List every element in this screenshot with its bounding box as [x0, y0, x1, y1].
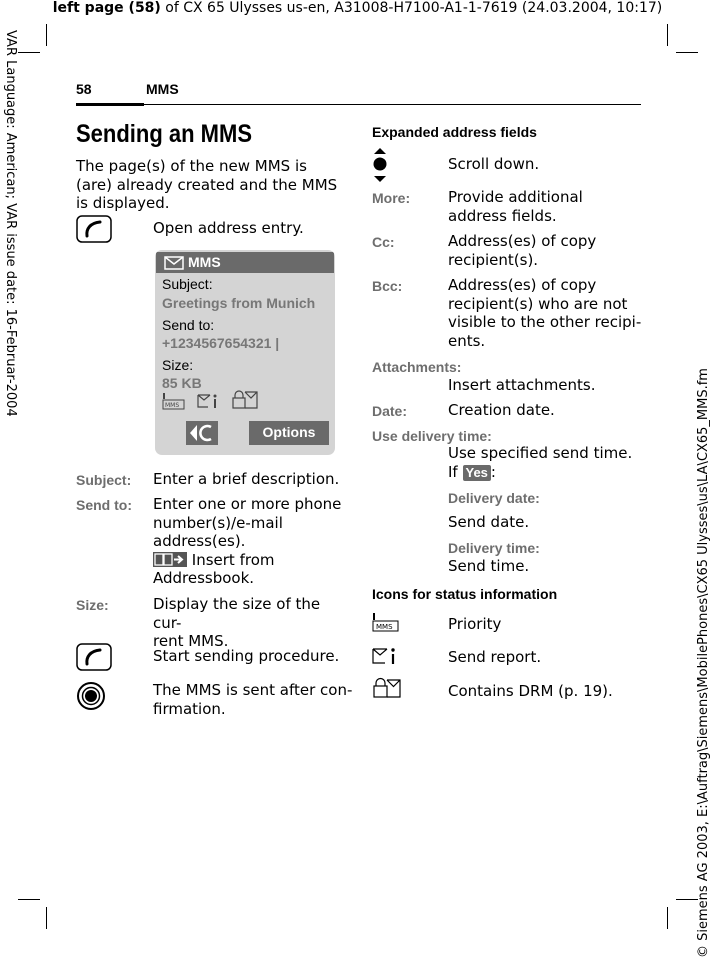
- softkey-options[interactable]: Options: [249, 421, 329, 445]
- more-label: More:: [372, 190, 411, 206]
- envelope-icon: [164, 256, 184, 270]
- expanded-heading: Expanded address fields: [372, 124, 537, 140]
- subject-desc: Enter a brief description.: [153, 470, 340, 488]
- delivery-date-desc: Send date.: [448, 513, 530, 531]
- side-note-left: VAR Language: American; VAR issue date: 16-Februar-2004: [3, 30, 18, 417]
- svg-text:MMS: MMS: [165, 402, 180, 409]
- scroll-down-text: Scroll down.: [448, 155, 540, 173]
- print-header: [0, 0, 715, 16]
- scroll-key-icon: [372, 147, 388, 187]
- side-note-right: © Siemens AG 2003, E:\Auftrag\Siemens\MobilePhones\CX65 Ulysses\us\LA\CX65_MMS.fm: [696, 368, 711, 958]
- screen-sendto-value[interactable]: +1234567654321 |: [162, 335, 280, 351]
- screen-sendto-label: Send to:: [162, 317, 215, 333]
- svg-text:MMS: MMS: [376, 623, 393, 631]
- priority-status-icon: [372, 612, 400, 636]
- use-delivery-desc: Use specified send time. If Yes :: [448, 444, 633, 481]
- bcc-label: Bcc:: [372, 278, 403, 294]
- drm-icon: [231, 390, 259, 410]
- screen-subject-label: Subject:: [162, 276, 213, 292]
- softkey-clear[interactable]: [186, 421, 218, 445]
- drm-text: Contains DRM (p. 19).: [448, 682, 613, 700]
- use-delivery-label: Use delivery time:: [372, 428, 492, 444]
- sendto-desc: Enter one or more phone number(s)/e-mail address(es). Insert from Addressbook.: [153, 495, 342, 587]
- call-key-icon-2: [76, 643, 112, 675]
- date-label: Date:: [372, 403, 408, 419]
- priority-text: Priority: [448, 615, 502, 633]
- print-header-info: of CX 65 Ulysses us-en, A31008-H7100-A1-1-7619 (24.03.2004, 10:17): [160, 0, 663, 16]
- more-desc: Provide additional address fields.: [448, 188, 583, 225]
- subject-label: Subject:: [76, 472, 132, 488]
- attachments-desc: Insert attachments.: [448, 376, 596, 394]
- send-report-status-icon: [372, 646, 400, 670]
- drm-status-icon: [372, 677, 402, 703]
- section-name: MMS: [146, 81, 179, 97]
- start-sending-text: Start sending procedure.: [153, 647, 340, 665]
- size-label: Size:: [76, 597, 109, 613]
- cc-label: Cc:: [372, 234, 395, 250]
- cc-desc: Address(es) of copy recipient(s).: [448, 232, 597, 269]
- screen-subject-value: Greetings from Munich: [162, 295, 316, 311]
- delivery-date-label: Delivery date:: [448, 490, 540, 506]
- addressbook-icon: [153, 552, 187, 567]
- select-key-icon: [76, 681, 106, 715]
- clear-icon: [186, 421, 218, 445]
- priority-icon: [162, 392, 186, 410]
- open-address-text: Open address entry.: [153, 219, 304, 237]
- screen-title: MMS: [188, 254, 221, 270]
- send-report-icon: [197, 392, 221, 410]
- delivery-time-desc: Send time.: [448, 557, 530, 575]
- size-desc: Display the size of the cur- rent MMS.: [153, 595, 321, 650]
- call-key-icon: [76, 215, 112, 247]
- print-header-page: left page (58): [52, 0, 161, 16]
- delivery-time-label: Delivery time:: [448, 540, 540, 556]
- send-report-text: Send report.: [448, 648, 542, 666]
- header-rule: [76, 104, 641, 105]
- screen-title-bar: [156, 252, 334, 273]
- screen-size-label: Size:: [162, 357, 194, 373]
- date-desc: Creation date.: [448, 401, 555, 419]
- intro-text: The page(s) of the new MMS is (are) already created and the MMS is displayed.: [76, 157, 338, 212]
- page-number: 58: [76, 81, 92, 97]
- screen-size-value: 85 KB: [162, 375, 202, 391]
- yes-softkey: Yes: [463, 465, 491, 481]
- page-title: Sending an MMS: [76, 120, 252, 148]
- sendto-label: Send to:: [76, 497, 132, 513]
- phone-screen: [155, 250, 335, 455]
- icons-heading: Icons for status information: [372, 586, 558, 602]
- attachments-label: Attachments:: [372, 359, 462, 375]
- sent-after-text: The MMS is sent after con- firmation.: [153, 681, 353, 718]
- bcc-desc: Address(es) of copy recipient(s) who are not visible to the other recipi- ents.: [448, 276, 642, 350]
